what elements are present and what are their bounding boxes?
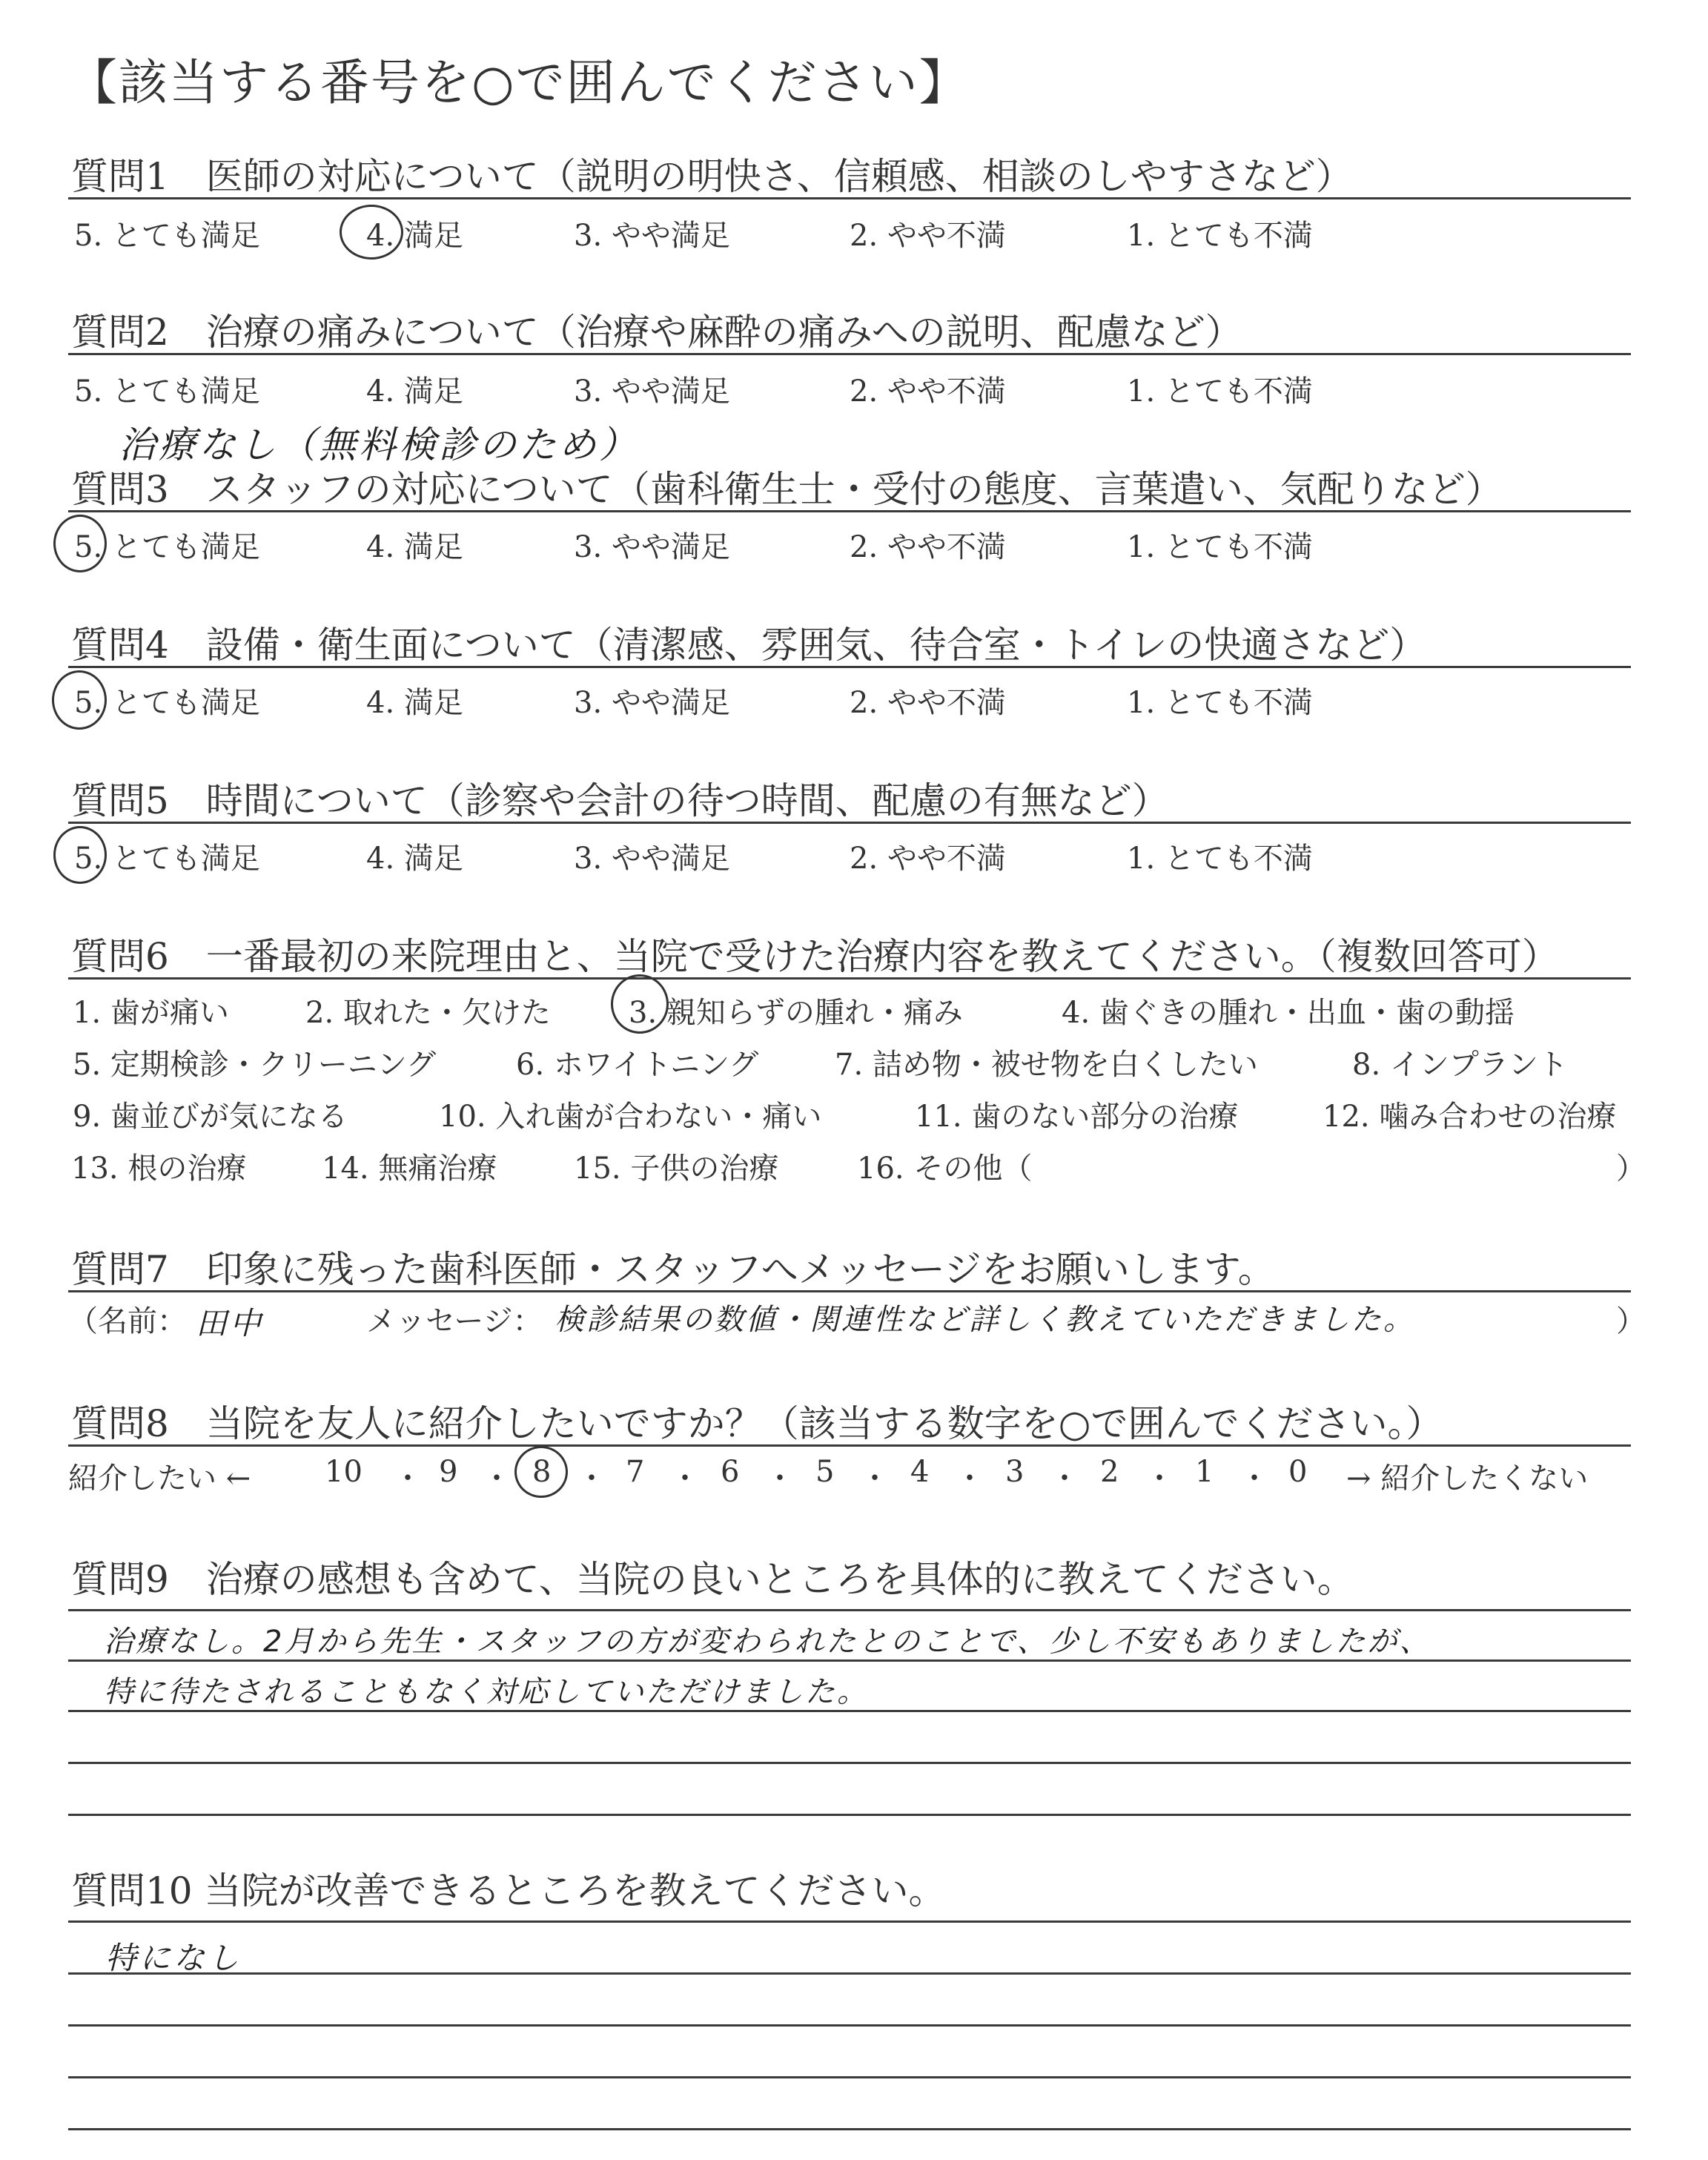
divider — [68, 1290, 1631, 1292]
q1-option-3[interactable]: 3. やや満足 — [574, 219, 730, 253]
q8-score-3[interactable]: 3 — [1005, 1455, 1025, 1489]
divider — [68, 1444, 1631, 1447]
question-4-title: 質問4 設備・衛生面について（清潔感、雰囲気、待合室・トイレの快適さなど） — [71, 624, 1427, 667]
q2-option-4[interactable]: 4. 満足 — [366, 374, 463, 409]
q8-dot: ・ — [860, 1462, 890, 1496]
q1-option-4[interactable]: 4. 満足 — [366, 219, 463, 253]
q6-close-paren: ） — [1616, 1152, 1646, 1186]
q9-answer-line-2: 特に待たされることもなく対応していただけました。 — [104, 1675, 869, 1709]
q2-option-2[interactable]: 2. やや不満 — [850, 374, 1006, 409]
q8-right-label: → 紹介したくない — [1346, 1462, 1589, 1496]
question-2-title: 質問2 治療の痛みについて（治療や麻酔の痛みへの説明、配慮など） — [71, 311, 1242, 354]
divider — [68, 353, 1631, 355]
q5-option-4[interactable]: 4. 満足 — [366, 842, 463, 876]
question-8-title: 質問8 当院を友人に紹介したいですか？（該当する数字を○で囲んでください。） — [71, 1402, 1443, 1445]
q5-option-2[interactable]: 2. やや不満 — [850, 842, 1006, 876]
q6-option-9[interactable]: 9. 歯並びが気になる — [73, 1100, 348, 1134]
q8-score-9[interactable]: 9 — [439, 1455, 458, 1489]
q6-option-7[interactable]: 7. 詰め物・被せ物を白くしたい — [835, 1048, 1258, 1082]
question-3-title: 質問3 スタッフの対応について（歯科衛生士・受付の態度、言葉遣い、気配りなど） — [71, 468, 1503, 511]
q4-option-4[interactable]: 4. 満足 — [366, 686, 463, 720]
q8-selection-circle — [514, 1446, 568, 1498]
q8-dot: ・ — [670, 1462, 700, 1496]
q6-option-16[interactable]: 16. その他（ — [857, 1152, 1033, 1186]
q6-option-10[interactable]: 10. 入れ歯が合わない・痛い — [439, 1100, 822, 1134]
q6-option-15[interactable]: 15. 子供の治療 — [574, 1152, 779, 1186]
divider — [68, 977, 1631, 980]
question-9-title: 質問9 治療の感想も含めて、当院の良いところを具体的に教えてください。 — [71, 1558, 1354, 1601]
q6-option-8[interactable]: 8. インプラント — [1352, 1048, 1568, 1082]
q6-selection-circle — [611, 974, 669, 1034]
q9-answer-line-1: 治療なし。2月から先生・スタッフの方が変わられたとのことで、少し不安もありましたが、 — [104, 1625, 1431, 1659]
q5-option-5[interactable]: 5. とても満足 — [74, 842, 260, 876]
q2-handwritten-note: 治療なし（無料検診のため） — [119, 423, 639, 466]
question-6-title: 質問6 一番最初の来院理由と、当院で受けた治療内容を教えてください。（複数回答可） — [71, 935, 1559, 978]
answer-line — [68, 2128, 1631, 2130]
q1-option-5[interactable]: 5. とても満足 — [74, 219, 260, 253]
q4-option-2[interactable]: 2. やや不満 — [850, 686, 1006, 720]
q8-dot: ・ — [577, 1462, 606, 1496]
q1-option-1[interactable]: 1. とても不満 — [1127, 219, 1313, 253]
q4-option-1[interactable]: 1. とても不満 — [1127, 686, 1313, 720]
q1-selection-circle — [340, 205, 403, 260]
q6-option-5[interactable]: 5. 定期検診・クリーニング — [73, 1048, 437, 1082]
q6-option-12[interactable]: 12. 噛み合わせの治療 — [1323, 1100, 1617, 1134]
q4-selection-circle — [52, 670, 107, 730]
q7-name-value: 田中 — [196, 1305, 265, 1341]
answer-line — [68, 1762, 1631, 1764]
q6-option-13[interactable]: 13. 根の治療 — [71, 1152, 247, 1186]
q6-option-1[interactable]: 1. 歯が痛い — [73, 996, 229, 1030]
q8-dot: ・ — [1145, 1462, 1174, 1496]
question-1-title: 質問1 医師の対応について（説明の明快さ、信頼感、相談のしやすさなど） — [71, 155, 1353, 198]
q5-selection-circle — [53, 826, 107, 884]
q3-option-2[interactable]: 2. やや不満 — [850, 530, 1006, 564]
q7-message-value: 検診結果の数値・関連性など詳しく教えていただきました。 — [555, 1303, 1415, 1337]
divider — [68, 510, 1631, 512]
answer-line — [68, 1920, 1631, 1923]
divider — [68, 197, 1631, 199]
q2-option-3[interactable]: 3. やや満足 — [574, 374, 730, 409]
q8-dot: ・ — [1239, 1462, 1269, 1496]
q2-option-1[interactable]: 1. とても不満 — [1127, 374, 1313, 409]
q5-option-1[interactable]: 1. とても不満 — [1127, 842, 1313, 876]
q3-selection-circle — [53, 515, 107, 572]
answer-line — [68, 1814, 1631, 1816]
q8-dot: ・ — [955, 1462, 984, 1496]
q7-close-paren: ） — [1616, 1304, 1646, 1338]
q8-dot: ・ — [1050, 1462, 1079, 1496]
q10-answer: 特になし — [105, 1940, 242, 1976]
q6-option-6[interactable]: 6. ホワイトニング — [516, 1048, 759, 1082]
q6-option-2[interactable]: 2. 取れた・欠けた — [305, 996, 551, 1030]
q8-score-0[interactable]: 0 — [1288, 1455, 1308, 1489]
q8-score-8[interactable]: 8 — [532, 1455, 552, 1489]
q6-option-4[interactable]: 4. 歯ぐきの腫れ・出血・歯の動揺 — [1062, 996, 1515, 1030]
q8-dot: ・ — [482, 1462, 512, 1496]
divider — [68, 666, 1631, 668]
q8-score-4[interactable]: 4 — [910, 1455, 930, 1489]
question-7-title: 質問7 印象に残った歯科医師・スタッフへメッセージをお願いします。 — [71, 1248, 1275, 1291]
q2-option-5[interactable]: 5. とても満足 — [74, 374, 260, 409]
q8-dot: ・ — [393, 1462, 423, 1496]
q6-option-3[interactable]: 3. 親知らずの腫れ・痛み — [629, 996, 963, 1030]
q3-option-5[interactable]: 5. とても満足 — [74, 530, 260, 564]
q1-option-2[interactable]: 2. やや不満 — [850, 219, 1006, 253]
question-5-title: 質問5 時間について（診察や会計の待つ時間、配慮の有無など） — [71, 779, 1169, 822]
q4-option-5[interactable]: 5. とても満足 — [74, 686, 260, 720]
q8-dot: ・ — [765, 1462, 795, 1496]
q8-score-5[interactable]: 5 — [815, 1455, 835, 1489]
q7-name-label: （名前： — [68, 1304, 187, 1338]
q3-option-1[interactable]: 1. とても不満 — [1127, 530, 1313, 564]
q8-score-1[interactable]: 1 — [1195, 1455, 1214, 1489]
page-title: 【該当する番号を○で囲んでください】 — [68, 54, 970, 111]
q6-option-11[interactable]: 11. 歯のない部分の治療 — [915, 1100, 1239, 1134]
q8-score-7[interactable]: 7 — [626, 1455, 645, 1489]
q8-left-label: 紹介したい ← — [68, 1462, 251, 1496]
answer-line — [68, 2076, 1631, 2078]
answer-line — [68, 1972, 1631, 1975]
question-10-title: 質問10 当院が改善できるところを教えてください。 — [71, 1869, 946, 1912]
divider — [68, 822, 1631, 824]
q6-option-14[interactable]: 14. 無痛治療 — [322, 1152, 497, 1186]
q8-score-6[interactable]: 6 — [721, 1455, 740, 1489]
q8-score-10[interactable]: 10 — [325, 1455, 363, 1489]
q4-option-3[interactable]: 3. やや満足 — [574, 686, 730, 720]
q5-option-3[interactable]: 3. やや満足 — [574, 842, 730, 876]
answer-line — [68, 1609, 1631, 1611]
q3-option-4[interactable]: 4. 満足 — [366, 530, 463, 564]
q8-score-2[interactable]: 2 — [1100, 1455, 1119, 1489]
answer-line — [68, 2024, 1631, 2027]
q7-message-label: メッセージ： — [366, 1304, 543, 1338]
q3-option-3[interactable]: 3. やや満足 — [574, 530, 730, 564]
